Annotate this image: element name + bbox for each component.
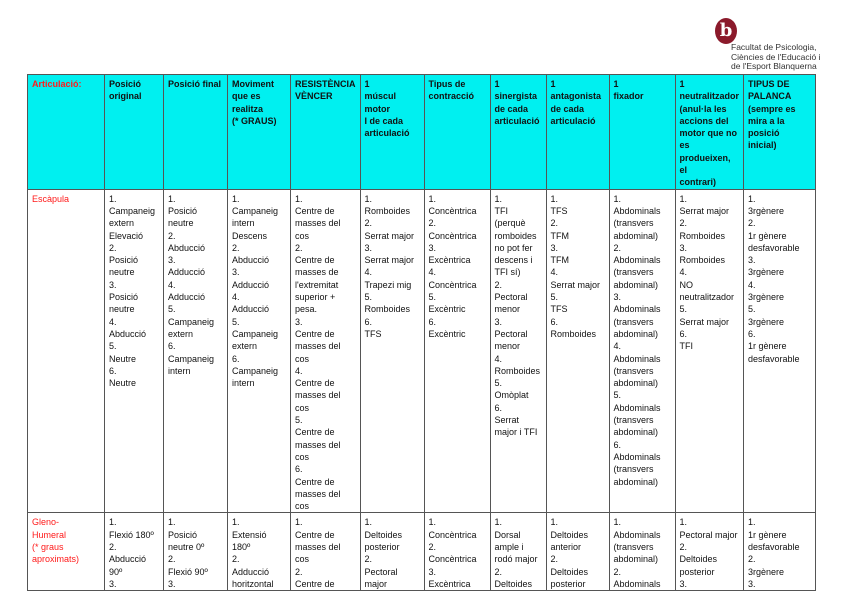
header-cell: TIPUS DE PALANCA (sempre es mira a la posició inicial) xyxy=(744,75,816,190)
table-cell: 1. Extensió 180º 2. Adducció horitzontal xyxy=(228,513,291,591)
table-cell: 1. Deltoides anterior 2. Deltoides posterior xyxy=(546,513,609,591)
table-cell: 1. Concèntrica 2. Concèntrica 3. Excèntrica 4. Concèntrica 5. Excèntric 6. Excèntric xyxy=(424,189,490,513)
table-cell: 1. Serrat major 2. Romboides 3. Romboides 4. NO neutralitzador 5. Serrat major 6. TFI xyxy=(675,189,744,513)
table-cell: 1. Dorsal ample i rodó major 2. Deltoides xyxy=(490,513,546,591)
header-joint: Articulació: xyxy=(28,75,105,190)
table-row xyxy=(28,189,816,513)
header-cell: 1 múscul motor I de cada articulació xyxy=(360,75,424,190)
table-cell: 1. Posició neutre 0º 2. Flexió 90º 3. xyxy=(164,513,228,591)
header-cell: Posició final xyxy=(164,75,228,190)
header-cell: 1 antagonista de cada articulació xyxy=(546,75,609,190)
logo-text: Facultat de Psicologia, Ciències de l'Educació i de l'Esport Blanquerna xyxy=(731,42,821,71)
header-cell: RESISTÈNCIA VÈNCER xyxy=(291,75,361,190)
table-cell: 1. Posició neutre 2. Abducció 3. Adducció 4. Adducció 5. Campaneig extern 6. Campaneig intern xyxy=(164,189,228,513)
table-cell: 1. Campaneig intern Descens 2. Abducció 3. Adducció 4. Adducció 5. Campaneig extern 6. Campaneig intern xyxy=(228,189,291,513)
table-cell: 1. Campaneig extern Elevació 2. Posició neutre 3. Posició neutre 4. Abducció 5. Neutre 6. Neutre xyxy=(105,189,164,513)
table-cell: 1. 3rgènere 2. 1r gènere desfavorable 3. 3rgènere 4. 3rgènere 5. 3rgènere 6. 1r gènere desfavorable xyxy=(744,189,816,513)
table-cell: 1. Abdominals (transvers abdominal) 2. Abdominals (transvers abdominal) 3. Abdominals (transvers abdominal) 4. Abdominals (transvers abdominal) 5. Abdominals (transvers abdominal) 6. Abdominals (transvers abdominal) xyxy=(609,189,675,513)
table-cell: 1. Abdominals (transvers abdominal) 2. Abdominals xyxy=(609,513,675,591)
table-cell: 1. TFI (perquè romboides no pot fer descens i TFI sí) 2. Pectoral menor 3. Pectoral menor 4. Romboides 5. Omòplat 6. Serrat major i TFI xyxy=(490,189,546,513)
table-cell: 1. Centre de masses del cos 2. Centre de masses de l'extremitat superior + pesa. 3. Centre de masses del cos 4. Centre de masses del cos 5. Centre de masses del cos 6. Centre de masses del cos xyxy=(291,189,361,513)
joint-name-cell: Escàpula xyxy=(28,189,105,513)
header-cell: Posició original xyxy=(105,75,164,190)
joint-analysis-table xyxy=(27,74,816,591)
header-cell: 1 sinergista de cada articulació xyxy=(490,75,546,190)
table-cell: 1. 1r gènere desfavorable 2. 3rgènere 3. xyxy=(744,513,816,591)
table-cell: 1. Romboides 2. Serrat major 3. Serrat major 4. Trapezi mig 5. Romboides 6. TFS xyxy=(360,189,424,513)
table-row xyxy=(28,513,816,591)
table-cell: 1. Deltoides posterior 2. Pectoral major xyxy=(360,513,424,591)
logo-mark: b xyxy=(715,18,737,44)
table-cell: 1. TFS 2. TFM 3. TFM 4. Serrat major 5. TFS 6. Romboides xyxy=(546,189,609,513)
header-cell: Tipus de contracció xyxy=(424,75,490,190)
header-cell: 1 neutralitzador (anul·la les accions del motor que no es produeixen, el contrari) xyxy=(675,75,744,190)
header-row xyxy=(28,75,816,190)
header-cell: 1 fixador xyxy=(609,75,675,190)
table-cell: 1. Centre de masses del cos 2. Centre de xyxy=(291,513,361,591)
header-cell: Moviment que es realitza (* GRAUS) xyxy=(228,75,291,190)
table-cell: 1. Concèntrica 2. Concèntrica 3. Excèntrica xyxy=(424,513,490,591)
joint-name-cell: Gleno- Humeral (* graus aproximats) xyxy=(28,513,105,591)
table-cell: 1. Pectoral major 2. Deltoides posterior 3. xyxy=(675,513,744,591)
table-cell: 1. Flexió 180º 2. Abducció 90º 3. xyxy=(105,513,164,591)
